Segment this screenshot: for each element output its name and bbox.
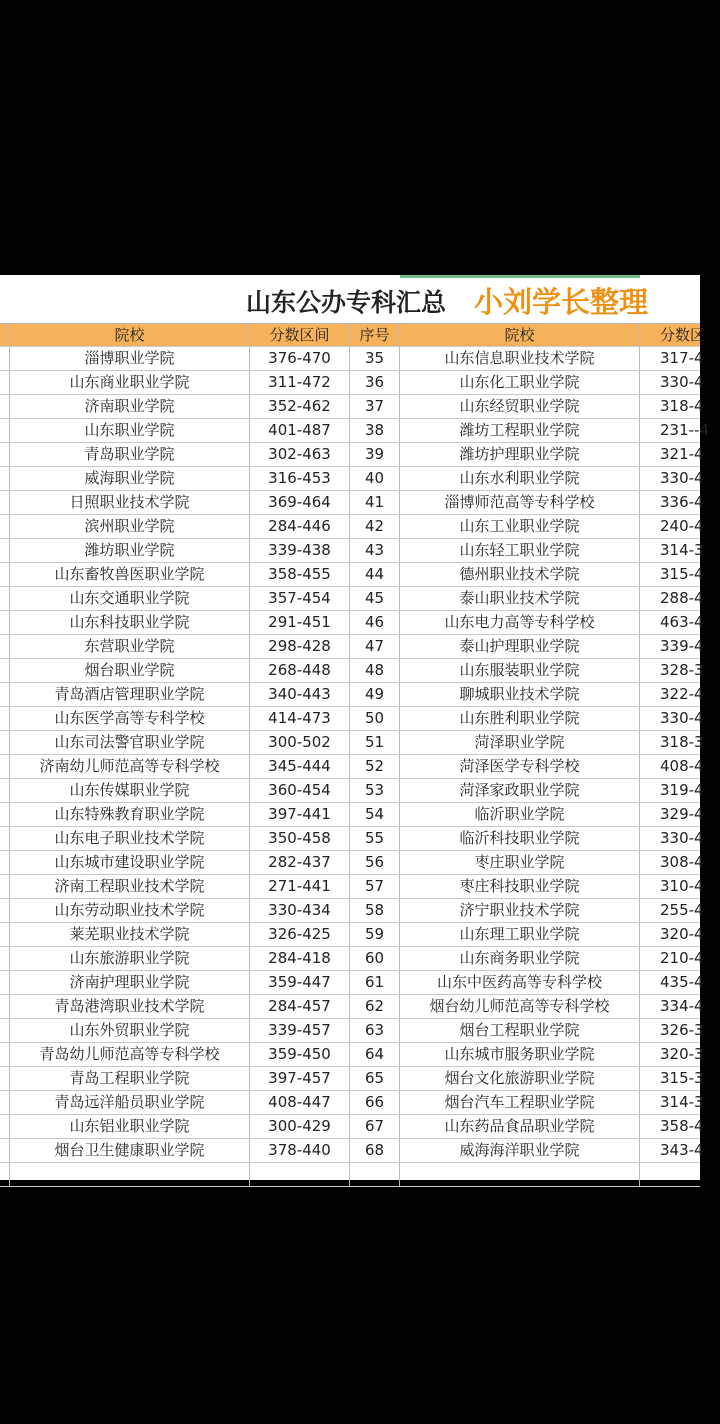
score-range-cell-2: 330-4 — [660, 829, 704, 847]
row-cell-cut — [0, 1067, 10, 1090]
score-range-cell-2: 255-4 — [660, 901, 704, 919]
row-cell-cut — [0, 899, 10, 922]
index-cell: 39 — [350, 443, 400, 466]
row-cell-cut — [0, 779, 10, 802]
row-cell-cut — [0, 635, 10, 658]
school-cell-2: 威海海洋职业学院 — [400, 1139, 640, 1162]
school-cell: 山东外贸职业学院 — [10, 1019, 250, 1042]
score-range-cell: 360-454 — [250, 779, 350, 802]
score-range-cell-2: 314-3 — [660, 1093, 704, 1111]
score-range-cell: 376-470 — [250, 347, 350, 370]
row-cell-cut — [0, 923, 10, 946]
school-cell-2: 山东电力高等专科学校 — [400, 611, 640, 634]
table-row — [0, 875, 704, 899]
score-range-cell: 414-473 — [250, 707, 350, 730]
score-range-cell-2: 318-3 — [660, 733, 704, 751]
score-range-cell: 284-446 — [250, 515, 350, 538]
row-cell-cut — [0, 347, 10, 370]
row-cell-cut — [0, 1091, 10, 1114]
index-cell: 60 — [350, 947, 400, 970]
score-range-cell-2: 336-4 — [660, 493, 704, 511]
table-row — [0, 803, 704, 827]
table-row — [0, 683, 704, 707]
index-cell: 38 — [350, 419, 400, 442]
school-cell-2: 泰山职业技术学院 — [400, 587, 640, 610]
table-row — [0, 755, 704, 779]
score-range-cell: 271-441 — [250, 875, 350, 898]
score-range-cell-2: 339-4 — [660, 637, 704, 655]
table-row — [0, 1091, 704, 1115]
score-range-cell-2: 330-4 — [660, 373, 704, 391]
school-cell-2: 山东化工职业学院 — [400, 371, 640, 394]
index-cell: 51 — [350, 731, 400, 754]
table-row — [0, 995, 704, 1019]
score-range-cell: 300-502 — [250, 731, 350, 754]
score-range-cell-2: 330-4 — [660, 469, 704, 487]
header-school: 院校 — [10, 324, 250, 347]
row-cell-cut — [0, 1043, 10, 1066]
school-cell-2: 菏泽职业学院 — [400, 731, 640, 754]
school-cell-2: 聊城职业技术学院 — [400, 683, 640, 706]
school-cell-2: 潍坊护理职业学院 — [400, 443, 640, 466]
score-range-cell: 282-437 — [250, 851, 350, 874]
table-row — [0, 371, 704, 395]
school-cell: 济南护理职业学院 — [10, 971, 250, 994]
school-cell: 青岛酒店管理职业学院 — [10, 683, 250, 706]
score-range-cell: 330-434 — [250, 899, 350, 922]
header-cell-cut — [0, 324, 10, 347]
row-cell-cut — [0, 659, 10, 682]
index-cell: 40 — [350, 467, 400, 490]
index-cell: 61 — [350, 971, 400, 994]
score-range-cell-2: 240-4 — [660, 517, 704, 535]
table-row — [0, 779, 704, 803]
table-row — [0, 827, 704, 851]
score-range-cell: 284-418 — [250, 947, 350, 970]
school-cell-2: 山东商务职业学院 — [400, 947, 640, 970]
row-cell-cut — [0, 491, 10, 514]
table-row — [0, 731, 704, 755]
row-cell-cut — [0, 827, 10, 850]
score-range-cell-2: 463-4 — [660, 613, 704, 631]
table-row — [0, 563, 704, 587]
row-cell-cut — [0, 947, 10, 970]
school-cell-2: 山东信息职业技术学院 — [400, 347, 640, 370]
sheet-subtitle: 小刘学长整理 — [474, 285, 649, 319]
score-range-cell: 339-438 — [250, 539, 350, 562]
empty-cell — [350, 1163, 400, 1186]
score-range-cell: 268-448 — [250, 659, 350, 682]
table-row — [0, 539, 704, 563]
table-row — [0, 587, 704, 611]
row-cell-cut — [0, 611, 10, 634]
score-range-cell-2: 328-3 — [660, 661, 704, 679]
table-row — [0, 947, 704, 971]
index-cell: 63 — [350, 1019, 400, 1042]
school-cell: 烟台职业学院 — [10, 659, 250, 682]
school-cell-2: 山东服装职业学院 — [400, 659, 640, 682]
score-range-cell: 326-425 — [250, 923, 350, 946]
school-cell: 滨州职业学院 — [10, 515, 250, 538]
row-cell-cut — [0, 467, 10, 490]
school-cell: 山东特殊教育职业学院 — [10, 803, 250, 826]
index-cell: 54 — [350, 803, 400, 826]
table-row — [0, 707, 704, 731]
score-range-cell-2: 334-4 — [660, 997, 704, 1015]
header-index: 序号 — [350, 324, 400, 347]
school-cell-2: 淄博师范高等专科学校 — [400, 491, 640, 514]
score-range-cell-2: 320-4 — [660, 925, 704, 943]
school-cell-2: 山东中医药高等专科学校 — [400, 971, 640, 994]
school-cell: 山东交通职业学院 — [10, 587, 250, 610]
table-row — [0, 347, 704, 371]
index-cell: 67 — [350, 1115, 400, 1138]
index-cell: 37 — [350, 395, 400, 418]
score-range-cell-2: 329-4 — [660, 805, 704, 823]
index-cell: 46 — [350, 611, 400, 634]
index-cell: 50 — [350, 707, 400, 730]
school-cell-2: 枣庄职业学院 — [400, 851, 640, 874]
table-row — [0, 1067, 704, 1091]
row-cell-cut — [0, 851, 10, 874]
table-row — [0, 971, 704, 995]
score-range-cell-2: 319-4 — [660, 781, 704, 799]
score-range-cell-2: 330-4 — [660, 709, 704, 727]
header-score-range-2: 分数区 — [660, 326, 706, 344]
table-row — [0, 395, 704, 419]
school-cell: 莱芜职业技术学院 — [10, 923, 250, 946]
school-cell-2: 临沂职业学院 — [400, 803, 640, 826]
table-row — [0, 923, 704, 947]
empty-cell — [250, 1163, 350, 1186]
score-range-cell: 357-454 — [250, 587, 350, 610]
row-cell-cut — [0, 419, 10, 442]
score-range-cell: 350-458 — [250, 827, 350, 850]
index-cell: 64 — [350, 1043, 400, 1066]
score-range-cell-2: 322-4 — [660, 685, 704, 703]
score-range-cell: 359-450 — [250, 1043, 350, 1066]
row-cell-cut — [0, 587, 10, 610]
score-range-cell-2: 408-4 — [660, 757, 704, 775]
school-cell: 山东旅游职业学院 — [10, 947, 250, 970]
row-cell-cut — [0, 875, 10, 898]
school-cell: 烟台卫生健康职业学院 — [10, 1139, 250, 1162]
score-range-cell: 358-455 — [250, 563, 350, 586]
table-row — [0, 443, 704, 467]
row-cell-cut — [0, 515, 10, 538]
school-cell: 山东职业学院 — [10, 419, 250, 442]
score-range-cell-2: 231--4 — [660, 421, 709, 439]
empty-cell — [640, 1163, 720, 1186]
row-cell-cut — [0, 803, 10, 826]
school-cell-2: 烟台文化旅游职业学院 — [400, 1067, 640, 1090]
row-cell-cut — [0, 995, 10, 1018]
row-cell-cut — [0, 539, 10, 562]
index-cell: 48 — [350, 659, 400, 682]
index-cell: 47 — [350, 635, 400, 658]
score-range-cell-2: 320-3 — [660, 1045, 704, 1063]
score-range-cell: 359-447 — [250, 971, 350, 994]
score-range-cell-2: 317-4 — [660, 349, 704, 367]
school-cell: 威海职业学院 — [10, 467, 250, 490]
score-range-cell: 284-457 — [250, 995, 350, 1018]
school-cell-2: 潍坊工程职业学院 — [400, 419, 640, 442]
school-cell: 青岛港湾职业技术学院 — [10, 995, 250, 1018]
school-cell-2: 烟台幼儿师范高等专科学校 — [400, 995, 640, 1018]
school-cell: 潍坊职业学院 — [10, 539, 250, 562]
school-cell-2: 德州职业技术学院 — [400, 563, 640, 586]
school-cell: 济南幼儿师范高等专科学校 — [10, 755, 250, 778]
index-cell: 58 — [350, 899, 400, 922]
table-header-row — [0, 323, 706, 347]
score-range-cell-2: 210-4 — [660, 949, 704, 967]
score-range-cell: 311-472 — [250, 371, 350, 394]
school-cell-2: 烟台工程职业学院 — [400, 1019, 640, 1042]
school-cell: 山东畜牧兽医职业学院 — [10, 563, 250, 586]
score-range-cell-2: 315-3 — [660, 1069, 704, 1087]
school-cell: 山东城市建设职业学院 — [10, 851, 250, 874]
school-cell-2: 临沂科技职业学院 — [400, 827, 640, 850]
table-row — [0, 635, 704, 659]
school-cell: 山东劳动职业技术学院 — [10, 899, 250, 922]
index-cell: 52 — [350, 755, 400, 778]
index-cell: 36 — [350, 371, 400, 394]
score-range-cell: 316-453 — [250, 467, 350, 490]
table-row — [0, 515, 704, 539]
score-range-cell: 345-444 — [250, 755, 350, 778]
school-cell-2: 菏泽家政职业学院 — [400, 779, 640, 802]
row-cell-cut — [0, 731, 10, 754]
school-cell: 日照职业技术学院 — [10, 491, 250, 514]
score-range-cell: 291-451 — [250, 611, 350, 634]
score-range-cell: 302-463 — [250, 443, 350, 466]
row-cell-cut — [0, 707, 10, 730]
index-cell: 56 — [350, 851, 400, 874]
score-range-cell: 401-487 — [250, 419, 350, 442]
row-cell-cut — [0, 755, 10, 778]
row-cell-cut — [0, 371, 10, 394]
table-row — [0, 419, 709, 443]
header-school-2: 院校 — [400, 324, 640, 347]
score-range-cell-2: 288-4 — [660, 589, 704, 607]
score-range-cell-2: 321-4 — [660, 445, 704, 463]
school-cell: 青岛幼儿师范高等专科学校 — [10, 1043, 250, 1066]
school-cell-2: 山东城市服务职业学院 — [400, 1043, 640, 1066]
index-cell: 45 — [350, 587, 400, 610]
index-cell: 53 — [350, 779, 400, 802]
row-cell-cut — [0, 683, 10, 706]
score-range-cell: 369-464 — [250, 491, 350, 514]
school-cell: 山东电子职业技术学院 — [10, 827, 250, 850]
school-cell-2: 山东药品食品职业学院 — [400, 1115, 640, 1138]
score-range-cell: 300-429 — [250, 1115, 350, 1138]
score-range-cell-2: 310-4 — [660, 877, 704, 895]
table-row — [0, 851, 704, 875]
school-cell-2: 山东水利职业学院 — [400, 467, 640, 490]
row-cell-cut — [0, 1019, 10, 1042]
index-cell: 66 — [350, 1091, 400, 1114]
school-cell: 东营职业学院 — [10, 635, 250, 658]
sheet-title: 山东公办专科汇总 — [246, 288, 447, 317]
school-cell: 山东铝业职业学院 — [10, 1115, 250, 1138]
table-row — [0, 1019, 704, 1043]
index-cell: 55 — [350, 827, 400, 850]
index-cell: 42 — [350, 515, 400, 538]
score-range-cell: 339-457 — [250, 1019, 350, 1042]
school-cell-2: 山东经贸职业学院 — [400, 395, 640, 418]
index-cell: 43 — [350, 539, 400, 562]
table-row — [0, 1139, 704, 1163]
table-row — [0, 467, 704, 491]
school-cell: 山东传媒职业学院 — [10, 779, 250, 802]
score-range-cell-2: 326-3 — [660, 1021, 704, 1039]
empty-cell — [10, 1163, 250, 1186]
row-cell-cut — [0, 563, 10, 586]
school-cell-2: 山东轻工职业学院 — [400, 539, 640, 562]
school-cell: 济南工程职业技术学院 — [10, 875, 250, 898]
school-cell: 淄博职业学院 — [10, 347, 250, 370]
score-range-cell-2: 343-4 — [660, 1141, 704, 1159]
school-cell-2: 枣庄科技职业学院 — [400, 875, 640, 898]
score-range-cell: 408-447 — [250, 1091, 350, 1114]
table-row-empty — [0, 1163, 700, 1187]
school-cell: 青岛职业学院 — [10, 443, 250, 466]
empty-cell — [0, 1163, 10, 1186]
table-row — [0, 899, 704, 923]
score-range-cell: 397-457 — [250, 1067, 350, 1090]
index-cell: 49 — [350, 683, 400, 706]
score-range-cell-2: 308-4 — [660, 853, 704, 871]
row-cell-cut — [0, 395, 10, 418]
row-cell-cut — [0, 443, 10, 466]
school-cell: 山东司法警官职业学院 — [10, 731, 250, 754]
school-cell-2: 山东胜利职业学院 — [400, 707, 640, 730]
spreadsheet-image — [0, 275, 709, 1180]
school-cell: 青岛远洋船员职业学院 — [10, 1091, 250, 1114]
index-cell: 41 — [350, 491, 400, 514]
header-score-range: 分数区间 — [250, 324, 350, 347]
school-cell-2: 济宁职业技术学院 — [400, 899, 640, 922]
score-range-cell: 352-462 — [250, 395, 350, 418]
score-range-cell: 340-443 — [250, 683, 350, 706]
empty-cell — [400, 1163, 640, 1186]
index-cell: 44 — [350, 563, 400, 586]
table-row — [0, 659, 704, 683]
index-cell: 59 — [350, 923, 400, 946]
index-cell: 65 — [350, 1067, 400, 1090]
table-row — [0, 1043, 704, 1067]
school-cell-2: 山东工业职业学院 — [400, 515, 640, 538]
school-cell: 济南职业学院 — [10, 395, 250, 418]
school-cell-2: 烟台汽车工程职业学院 — [400, 1091, 640, 1114]
school-cell: 山东科技职业学院 — [10, 611, 250, 634]
school-cell-2: 菏泽医学专科学校 — [400, 755, 640, 778]
table-row — [0, 491, 704, 515]
index-cell: 35 — [350, 347, 400, 370]
index-cell: 57 — [350, 875, 400, 898]
index-cell: 62 — [350, 995, 400, 1018]
score-range-cell: 378-440 — [250, 1139, 350, 1162]
index-cell: 68 — [350, 1139, 400, 1162]
score-range-cell-2: 358-4 — [660, 1117, 704, 1135]
table-row — [0, 1115, 704, 1139]
row-cell-cut — [0, 1115, 10, 1138]
school-cell: 山东商业职业学院 — [10, 371, 250, 394]
school-cell-2: 泰山护理职业学院 — [400, 635, 640, 658]
school-cell-2: 山东理工职业学院 — [400, 923, 640, 946]
score-range-cell: 397-441 — [250, 803, 350, 826]
school-cell: 青岛工程职业学院 — [10, 1067, 250, 1090]
score-range-cell-2: 318-4 — [660, 397, 704, 415]
table-row — [0, 611, 704, 635]
row-cell-cut — [0, 971, 10, 994]
score-range-cell-2: 314-3 — [660, 541, 704, 559]
row-cell-cut — [0, 1139, 10, 1162]
score-range-cell: 298-428 — [250, 635, 350, 658]
title-row — [0, 275, 700, 323]
score-range-cell-2: 315-4 — [660, 565, 704, 583]
school-cell: 山东医学高等专科学校 — [10, 707, 250, 730]
score-range-cell-2: 435-4 — [660, 973, 704, 991]
